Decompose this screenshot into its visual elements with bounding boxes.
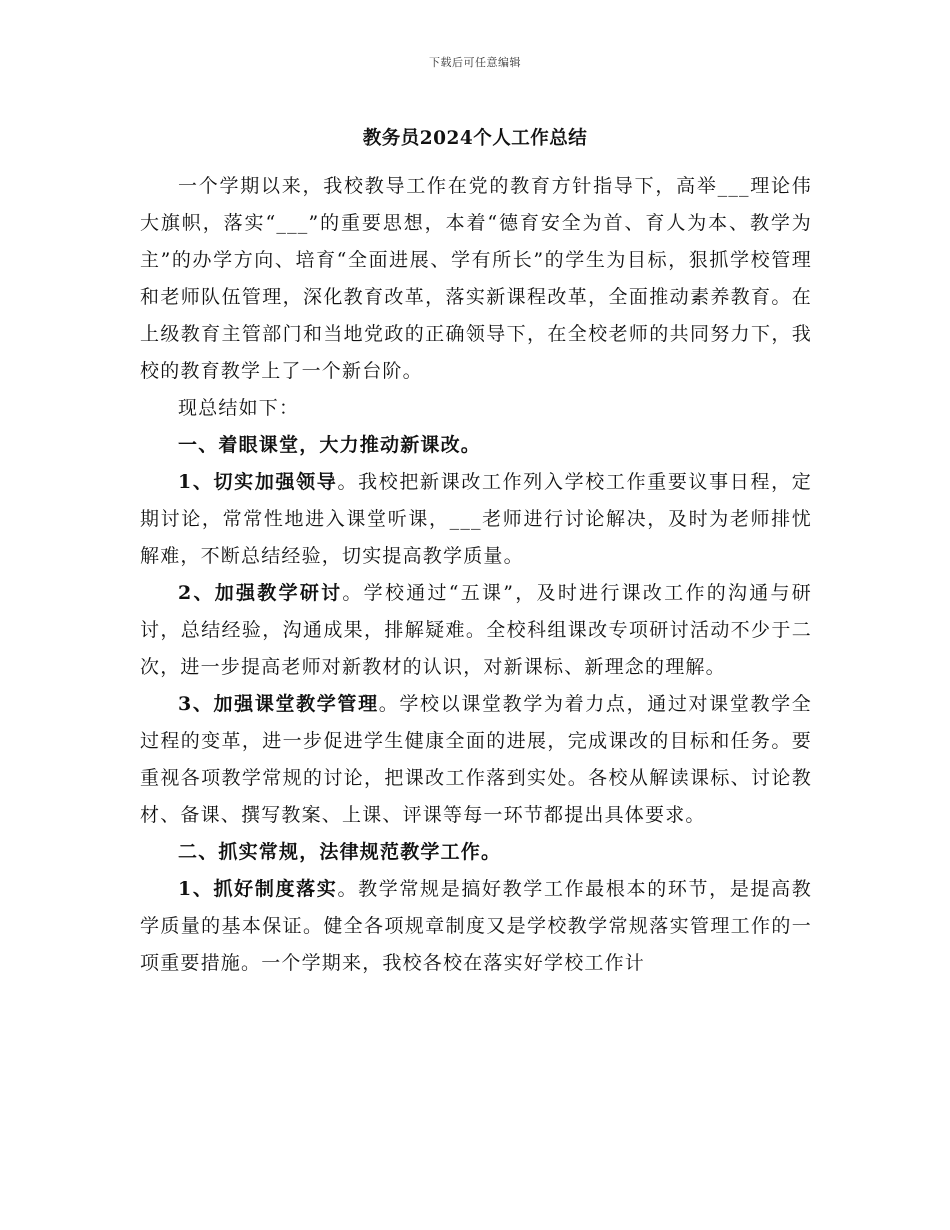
paragraph-s1-item1 <box>140 464 812 575</box>
item-lead: 3、加强课堂教学管理 <box>178 693 379 715</box>
document-title: 教务员2024个人工作总结 <box>362 128 588 149</box>
section-heading-2: 二、抓实常规，法律规范教学工作。 <box>178 841 502 863</box>
item-lead: 2、加强教学研讨 <box>178 582 343 604</box>
paragraph-s1-item3 <box>140 686 812 834</box>
section-heading-1: 一、着眼课堂，大力推动新课改。 <box>178 434 482 456</box>
item-lead: 1、切实加强领导 <box>178 471 338 493</box>
paragraph-intro: 一个学期以来，我校教导工作在党的教育方针指导下，高举___理论伟大旗帜，落实“___”的重要思想，本着“德育安全为首、育人为本、教学为主”的办学方向、培育“全面进展、学有所长”的学生为目标，狠抓学校管理和老师队伍管理，深化教育改革，落实新课程改革，全面推动素养教育。在上级教育主管部门和当地党政的正确领导下，在全校老师的共同努力下，我校的教育教学上了一个新台阶。 <box>140 175 812 382</box>
item-text: 。学校以课堂教学为着力点，通过对课堂教学全过程的变革，进一步促进学生健康全面的进展，完成课改的目标和任务。要重视各项教学常规的讨论，把课改工作落到实处。各校从解读课标、讨论教材、备课、撰写教案、上课、评课等每一环节都提出具体要求。 <box>140 693 812 826</box>
item-text: 。学校通过“五课”，及时进行课改工作的沟通与研讨，总结经验，沟通成果，排解疑难。全校科组课改专项研讨活动不少于二次，进一步提高老师对新教材的认识，对新课标、新理念的理解。 <box>140 582 813 678</box>
paragraph-s2-item1 <box>140 871 812 982</box>
item-text: 。教学常规是搞好教学工作最根本的环节，是提高教学质量的基本保证。健全各项规章制度又是学校教学常规落实管理工作的一项重要措施。一个学期来，我校各校在落实好学校工作计 <box>140 878 812 974</box>
paragraph-s1-item2 <box>140 575 812 686</box>
paragraph-summary-lead: 现总结如下： <box>178 397 300 419</box>
item-text: 。我校把新课改工作列入学校工作重要议事日程，定期讨论，常常性地进入课堂听课，___老师进行讨论解决，及时为老师排忧解难，不断总结经验，切实提高教学质量。 <box>140 471 812 567</box>
header-note: 下载后可任意编辑 <box>429 56 521 69</box>
item-lead: 1、抓好制度落实 <box>178 878 338 900</box>
document-body <box>140 168 812 982</box>
